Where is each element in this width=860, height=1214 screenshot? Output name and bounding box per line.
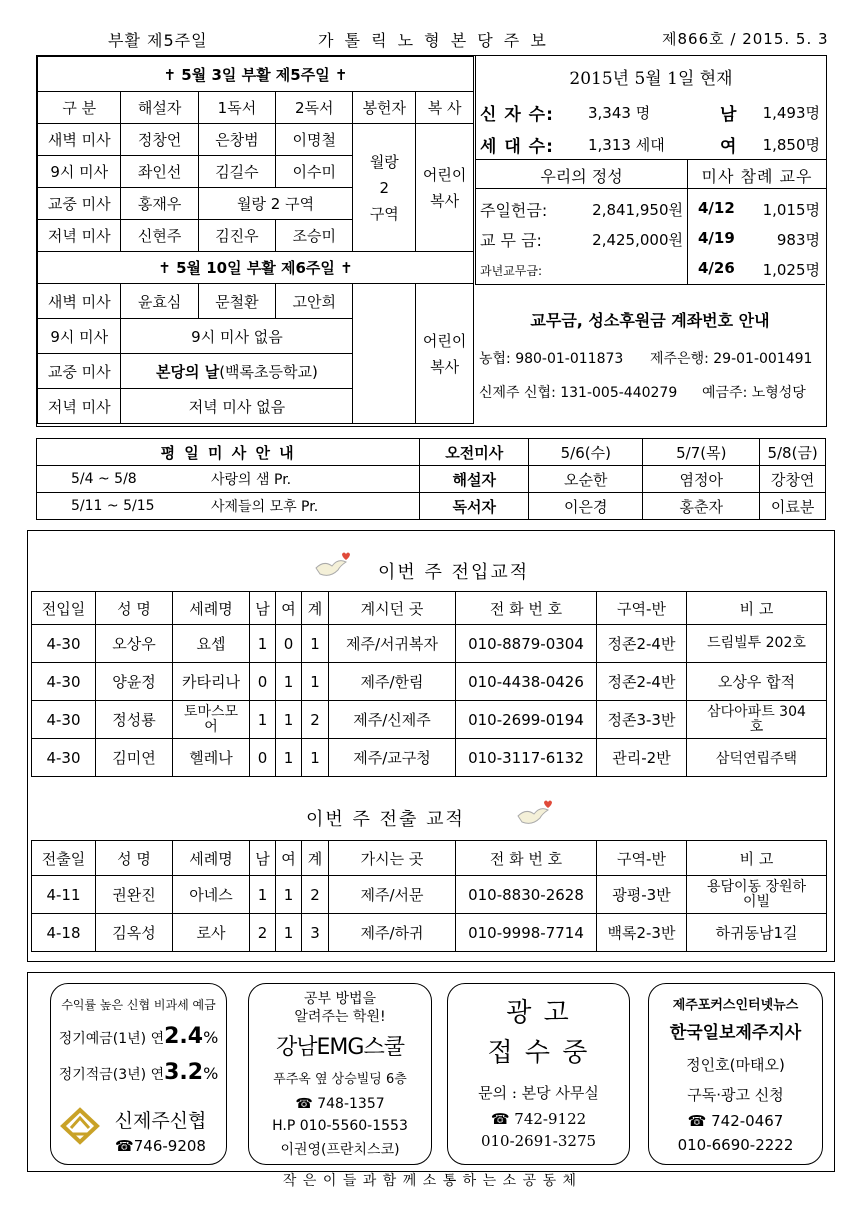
td: 010-2699-0194 bbox=[456, 701, 597, 739]
ad3-mobile: 010-2691-3275 bbox=[480, 1132, 597, 1150]
table-row bbox=[32, 739, 827, 777]
believers-label: 신 자 수: bbox=[480, 105, 554, 125]
cell: 윤효심 bbox=[121, 284, 198, 319]
td: 토마스모어 bbox=[173, 701, 250, 739]
stats-title: 2015년 5월 1일 현재 bbox=[569, 69, 733, 89]
ad3-tel: ☎ 742-9122 bbox=[490, 1110, 587, 1128]
mass-schedule-week2 bbox=[37, 283, 474, 424]
th: 여 bbox=[276, 592, 302, 625]
issue-number: 제866호 / 2015. 5. 3 bbox=[662, 30, 829, 48]
th: 남 bbox=[250, 592, 276, 625]
male-label: 남 bbox=[720, 105, 737, 125]
td: 4-30 bbox=[32, 701, 96, 739]
col-altar: 복 사 bbox=[416, 92, 474, 124]
td: 오상우 bbox=[96, 625, 173, 663]
td: 1 bbox=[276, 876, 302, 914]
cell: 문철환 bbox=[198, 284, 275, 319]
ad4-desc: 구독·광고 신청 bbox=[687, 1086, 784, 1104]
td: 헬레나 bbox=[173, 739, 250, 777]
cell: 조승미 bbox=[276, 220, 353, 252]
church-value: 2,425,000원 bbox=[592, 231, 683, 249]
mass-name: 새벽 미사 bbox=[38, 124, 121, 156]
weekday-title: 평 일 미 사 안 내 bbox=[37, 439, 420, 466]
td: 오상우 합적 bbox=[687, 663, 827, 701]
weekday-person: 이은경 bbox=[529, 493, 643, 520]
ad2-hp: H.P 010-5560-1553 bbox=[272, 1118, 408, 1134]
td: 카타리나 bbox=[173, 663, 250, 701]
td: 광평-3반 bbox=[597, 876, 687, 914]
th: 세례명 bbox=[173, 592, 250, 625]
td: 드림빌투 202호 bbox=[687, 625, 827, 663]
td: 2 bbox=[302, 701, 329, 739]
th: 남 bbox=[250, 841, 276, 876]
td: 4-30 bbox=[32, 625, 96, 663]
th: 세례명 bbox=[173, 841, 250, 876]
offering-underline bbox=[476, 188, 687, 189]
ad1-name: 신제주신협 bbox=[114, 1110, 207, 1132]
weekday-person: 오순한 bbox=[529, 466, 643, 493]
attendance-date: 4/19 bbox=[698, 229, 735, 247]
weekday-date: 5/8(금) bbox=[760, 439, 826, 466]
table-row bbox=[32, 663, 827, 701]
weekday-date: 5/7(목) bbox=[643, 439, 760, 466]
attendance-count: 983명 bbox=[776, 231, 820, 249]
weekday-date: 5/6(수) bbox=[529, 439, 643, 466]
td: 1 bbox=[276, 701, 302, 739]
ad1-tel: ☎746-9208 bbox=[115, 1137, 206, 1155]
td: 1 bbox=[250, 625, 276, 663]
mass-name: 9시 미사 bbox=[38, 156, 121, 188]
th: 비 고 bbox=[687, 592, 827, 625]
td: 제주/서귀복자 bbox=[329, 625, 456, 663]
ad2-name: 강남EMG스쿨 bbox=[276, 1035, 404, 1060]
table-row bbox=[32, 876, 827, 914]
cell-merged: 저녁 미사 없음 bbox=[121, 389, 353, 424]
td: 권완진 bbox=[96, 876, 173, 914]
bank-title: 교무금, 성소후원금 계좌번호 안내 bbox=[530, 311, 770, 330]
td: 김옥성 bbox=[96, 914, 173, 952]
bank-line2a: 신제주 신협: 131-005-440279 bbox=[479, 385, 678, 401]
td: 삼덕연립주택 bbox=[687, 739, 827, 777]
th: 전입일 bbox=[32, 592, 96, 625]
week1-title: ✝ 5월 3일 부활 제5주일 ✝ bbox=[38, 57, 474, 92]
weekday-person: 이료분 bbox=[760, 493, 826, 520]
th: 비 고 bbox=[687, 841, 827, 876]
td: 정존2-4반 bbox=[597, 625, 687, 663]
sunday-value: 2,841,950원 bbox=[592, 201, 683, 219]
td: 아네스 bbox=[173, 876, 250, 914]
bulletin-title: 가 톨 릭 노 형 본 당 주 보 bbox=[318, 31, 549, 50]
female-value: 1,850명 bbox=[762, 136, 820, 154]
ad2-address: 푸주옥 옆 상승빌딩 6층 bbox=[273, 1072, 407, 1087]
ad1-line3: 정기적금(3년) 연3.2% bbox=[58, 1060, 219, 1085]
attendance-date: 4/26 bbox=[698, 259, 735, 277]
attendance-date: 4/12 bbox=[698, 199, 735, 217]
th: 성 명 bbox=[96, 841, 173, 876]
col-reading1: 1독서 bbox=[198, 92, 275, 124]
td: 로사 bbox=[173, 914, 250, 952]
td: 하귀동남1길 bbox=[687, 914, 827, 952]
issue-title-left: 부활 제5주일 bbox=[108, 31, 208, 50]
td: 4-18 bbox=[32, 914, 96, 952]
th: 계 bbox=[302, 592, 329, 625]
td: 1 bbox=[250, 876, 276, 914]
cell: 김길수 bbox=[198, 156, 275, 188]
td: 4-30 bbox=[32, 663, 96, 701]
td: 관리-2반 bbox=[597, 739, 687, 777]
cell: 김진우 bbox=[198, 220, 275, 252]
col-offertory: 봉헌자 bbox=[353, 92, 416, 124]
td: 제주/한림 bbox=[329, 663, 456, 701]
td: 1 bbox=[302, 663, 329, 701]
table-row bbox=[32, 625, 827, 663]
td: 제주/교구청 bbox=[329, 739, 456, 777]
mass-name: 저녁 미사 bbox=[38, 220, 121, 252]
td: 0 bbox=[250, 663, 276, 701]
td: 제주/서문 bbox=[329, 876, 456, 914]
dove-icon bbox=[312, 548, 352, 580]
ad2-line2: 알려주는 학원! bbox=[294, 1009, 386, 1025]
ad2-tel: ☎ 748-1357 bbox=[295, 1096, 385, 1112]
bank-line1b: 제주은행: 29-01-001491 bbox=[650, 351, 813, 367]
bank-line2b: 예금주: 노형성당 bbox=[702, 385, 806, 401]
transfer-in-title: 이번 주 전입교적 bbox=[378, 562, 530, 583]
td: 1 bbox=[276, 663, 302, 701]
cell: 신현주 bbox=[121, 220, 198, 252]
td: 010-4438-0426 bbox=[456, 663, 597, 701]
dove-icon bbox=[514, 796, 554, 828]
th: 계시던 곳 bbox=[329, 592, 456, 625]
td: 010-3117-6132 bbox=[456, 739, 597, 777]
td: 010-8830-2628 bbox=[456, 876, 597, 914]
week2-title: ✝ 5월 10일 부활 제6주일 ✝ bbox=[38, 252, 474, 284]
offering-title: 우리의 정성 bbox=[540, 167, 623, 186]
th: 여 bbox=[276, 841, 302, 876]
td: 제주/신제주 bbox=[329, 701, 456, 739]
cell: 좌인선 bbox=[121, 156, 198, 188]
td: 1 bbox=[302, 739, 329, 777]
td: 용담이동 장원하이빌 bbox=[687, 876, 827, 914]
stats-divider bbox=[476, 159, 826, 160]
morning-mass-label: 오전미사 bbox=[420, 439, 529, 466]
td: 2 bbox=[250, 914, 276, 952]
ad-academy bbox=[248, 983, 432, 1165]
footer-slogan: 작 은 이 들 과 함 께 소 통 하 는 소 공 동 체 bbox=[282, 1173, 578, 1189]
transfer-out-table bbox=[31, 840, 827, 952]
ad4-person: 정인호(마태오) bbox=[686, 1056, 785, 1074]
td: 1 bbox=[250, 701, 276, 739]
td: 1 bbox=[302, 625, 329, 663]
td: 1 bbox=[276, 914, 302, 952]
ad-space-available bbox=[447, 983, 630, 1165]
mass-name: 교중 미사 bbox=[38, 188, 121, 220]
weekday-mass-table bbox=[36, 438, 826, 520]
ad2-person: 이권영(프란치스코) bbox=[280, 1142, 400, 1158]
th: 전 화 번 호 bbox=[456, 592, 597, 625]
weekday-period: 5/11 ~ 5/15 bbox=[37, 493, 182, 520]
weekday-role: 해설자 bbox=[420, 466, 529, 493]
th: 구역-반 bbox=[597, 592, 687, 625]
ad3-inquiry: 문의 : 본당 사무실 bbox=[478, 1084, 599, 1102]
altar-cell: 어린이 복사 bbox=[416, 124, 474, 252]
households-value: 1,313 세대 bbox=[588, 136, 665, 154]
mass-name: 저녁 미사 bbox=[38, 389, 121, 424]
ad4-tel: ☎ 742-0467 bbox=[687, 1112, 784, 1130]
td: 양윤정 bbox=[96, 663, 173, 701]
th: 성 명 bbox=[96, 592, 173, 625]
cell: 정창언 bbox=[121, 124, 198, 156]
td: 백록2-3반 bbox=[597, 914, 687, 952]
td: 010-9998-7714 bbox=[456, 914, 597, 952]
mass-schedule-week1 bbox=[37, 56, 474, 284]
col-reading2: 2독서 bbox=[276, 92, 353, 124]
ad1-line1: 수익률 높은 신협 비과세 예금 bbox=[61, 998, 216, 1012]
weekday-period: 5/4 ~ 5/8 bbox=[37, 466, 182, 493]
weekday-role: 독서자 bbox=[420, 493, 529, 520]
ad-newspaper bbox=[648, 983, 823, 1165]
overdue-label: 과년교무금: bbox=[480, 264, 543, 278]
mass-name: 9시 미사 bbox=[38, 319, 121, 354]
ad3-title2: 접 수 중 bbox=[487, 1038, 590, 1068]
altar-cell: 어린이 복사 bbox=[416, 284, 474, 424]
td: 4-11 bbox=[32, 876, 96, 914]
td: 0 bbox=[250, 739, 276, 777]
cell: 홍재우 bbox=[121, 188, 198, 220]
female-label: 여 bbox=[720, 137, 737, 157]
cell-merged: 월랑 2 구역 bbox=[198, 188, 353, 220]
offertory-cell bbox=[353, 284, 416, 424]
td: 4-30 bbox=[32, 739, 96, 777]
td: 김미연 bbox=[96, 739, 173, 777]
ad-credit-union bbox=[50, 983, 227, 1165]
believers-value: 3,343 명 bbox=[588, 104, 651, 122]
td: 정존2-4반 bbox=[597, 663, 687, 701]
ad1-line2: 정기예금(1년) 연2.4% bbox=[58, 1024, 219, 1049]
attendance-title: 미사 참례 교우 bbox=[701, 167, 813, 186]
transfer-in-table bbox=[31, 591, 827, 777]
attendance-count: 1,015명 bbox=[762, 201, 820, 219]
td: 1 bbox=[276, 739, 302, 777]
weekday-person: 염정아 bbox=[643, 466, 760, 493]
offertory-cell: 월랑 2 구역 bbox=[353, 124, 416, 252]
weekday-praesidium: 사제들의 모후 Pr. bbox=[181, 493, 420, 520]
td: 정존3-3반 bbox=[597, 701, 687, 739]
weekday-person: 홍춘자 bbox=[643, 493, 760, 520]
male-value: 1,493명 bbox=[762, 104, 820, 122]
cell-merged: 9시 미사 없음 bbox=[121, 319, 353, 354]
td: 0 bbox=[276, 625, 302, 663]
attendance-count: 1,025명 bbox=[762, 261, 820, 279]
td: 2 bbox=[302, 876, 329, 914]
weekday-person: 강창연 bbox=[760, 466, 826, 493]
attendance-underline bbox=[688, 188, 826, 189]
cell: 고안희 bbox=[276, 284, 353, 319]
th: 가시는 곳 bbox=[329, 841, 456, 876]
td: 삼다아파트 304호 bbox=[687, 701, 827, 739]
mass-name: 새벽 미사 bbox=[38, 284, 121, 319]
bank-line1a: 농협: 980-01-011873 bbox=[479, 351, 624, 367]
table-row bbox=[32, 914, 827, 952]
col-division: 구 분 bbox=[38, 92, 121, 124]
ad4-line1: 제주포커스인터넷뉴스 bbox=[672, 998, 799, 1013]
th: 구역-반 bbox=[597, 841, 687, 876]
td: 3 bbox=[302, 914, 329, 952]
cell: 은창범 bbox=[198, 124, 275, 156]
ad4-mobile: 010-6690-2222 bbox=[677, 1136, 794, 1154]
table-row bbox=[32, 701, 827, 739]
td: 요셉 bbox=[173, 625, 250, 663]
ad2-line1: 공부 방법을 bbox=[303, 991, 377, 1007]
ad3-title1: 광 고 bbox=[506, 998, 571, 1028]
td: 제주/하귀 bbox=[329, 914, 456, 952]
church-label: 교 무 금: bbox=[480, 231, 542, 250]
th: 전출일 bbox=[32, 841, 96, 876]
weekday-praesidium: 사랑의 샘 Pr. bbox=[181, 466, 420, 493]
sunday-label: 주일헌금: bbox=[480, 201, 548, 220]
td: 010-8879-0304 bbox=[456, 625, 597, 663]
th: 전 화 번 호 bbox=[456, 841, 597, 876]
ad4-name: 한국일보제주지사 bbox=[669, 1023, 802, 1043]
td: 정성룡 bbox=[96, 701, 173, 739]
col-commentator: 해설자 bbox=[121, 92, 198, 124]
transfer-out-title: 이번 주 전출 교적 bbox=[306, 809, 465, 830]
stats-panel bbox=[475, 56, 826, 284]
mass-name: 교중 미사 bbox=[38, 354, 121, 389]
cell: 이명철 bbox=[276, 124, 353, 156]
stats-bottom-border bbox=[475, 284, 825, 285]
cell: 이수미 bbox=[276, 156, 353, 188]
cell-merged: 본당의 날(백록초등학교) bbox=[121, 354, 353, 389]
th: 계 bbox=[302, 841, 329, 876]
households-label: 세 대 수: bbox=[480, 137, 554, 157]
